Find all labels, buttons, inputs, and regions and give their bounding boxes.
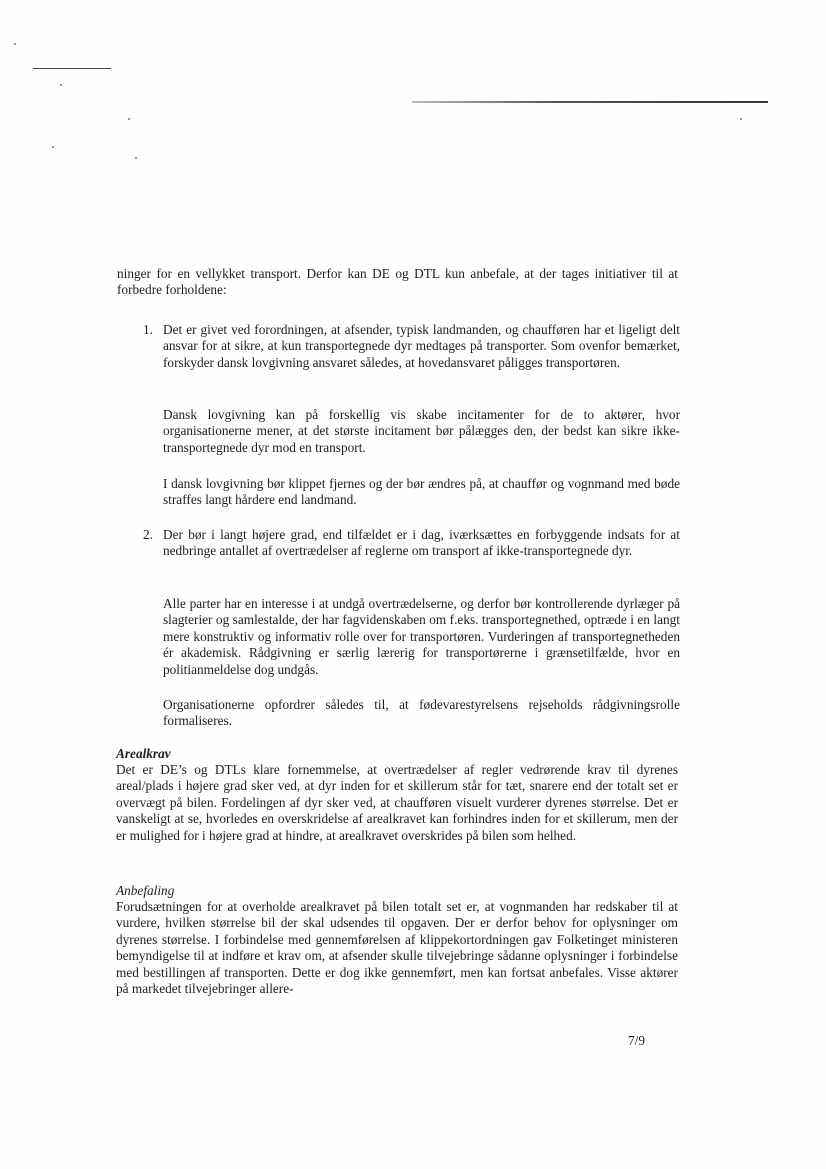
scan-artifact-dot bbox=[128, 118, 130, 120]
intro-paragraph: ninger for en vellykket transport. Derfor kan DE og DTL kun anbefale, at der tages initiativer til at forbedre forholdene: bbox=[117, 266, 678, 298]
scan-artifact-dot bbox=[135, 157, 137, 159]
list-item-paragraph: I dansk lovgivning bør klippet fjernes og der bør ændres på, at chauffør og vognmand med bøde straffes langt hårdere end landmand. bbox=[163, 476, 680, 508]
section-body-anbefaling: Forudsætningen for at overholde arealkravet på bilen totalt set er, at vognmanden har redskaber til at vurdere, hvilken størrelse bil der skal udsendes til opgaven. Der er derfor behov for oplysninger om dyrenes størrelse. I forbindelse med gennemførelsen af klippekortordningen gav Folketinget ministeren bemyndigelse til at indføre et krav om, at afsender skulle tilvejebringe sådanne oplysninger i forbindelse med bestillingen af transporten. Dette er dog ikke gennemført, men kan fortsat anbefales. Visse aktører på markedet tilvejebringer allere- bbox=[116, 899, 678, 997]
list-number: 1. bbox=[143, 322, 153, 337]
list-item-paragraph: Der bør i langt højere grad, end tilfældet er i dag, iværksættes en forbyggende indsats for at nedbringe antallet af overtrædelser af reglerne om transport af ikke-transportegnede dyr. bbox=[163, 527, 680, 559]
section-heading-anbefaling: Anbefaling bbox=[116, 883, 175, 898]
list-item-paragraph: Det er givet ved forordningen, at afsender, typisk landmanden, og chaufføren har et ligeligt delt ansvar for at sikre, at kun transportegnede dyr medtages på transporter. Som ovenfor bemærket, forskyder dansk lovgivning ansvaret således, at hovedansvaret påligges transportøren. bbox=[163, 322, 680, 370]
scan-artifact-dot bbox=[14, 43, 16, 45]
scan-artifact-dot bbox=[52, 146, 54, 148]
list-number: 2. bbox=[143, 527, 153, 542]
scan-artifact-dot bbox=[740, 118, 742, 120]
scan-artifact-dot bbox=[60, 84, 62, 86]
section-heading-arealkrav: Arealkrav bbox=[116, 746, 171, 761]
list-item-paragraph: Organisationerne opfordrer således til, at fødevarestyrelsens rejseholds rådgivningsrolle formaliseres. bbox=[163, 697, 680, 729]
section-body-arealkrav: Det er DE’s og DTLs klare fornemmelse, at overtrædelser af regler vedrørende krav til dyrenes areal/plads i højere grad sker ved, at dyr inden for et skillerum står for tæt, snarere end der totalt set er overvægt på bilen. Fordelingen af dyr sker ved, at chaufføren visuelt vurderer dyrenes størrelse. Det er vanskeligt at se, hvorledes en overskridelse af arealkravet kan forhindres inden for et skillerum, men der er mulighed for i højere grad at hindre, at arealkravet overskrides på bilen som helhed. bbox=[116, 762, 678, 843]
list-item-paragraph: Dansk lovgivning kan på forskellig vis skabe incitamenter for de to aktører, hvor organisationerne mener, at det største incitament bør pålægges den, der bedst kan sikre ikke-transportegnede dyr mod en transport. bbox=[163, 407, 680, 455]
list-item-paragraph: Alle parter har en interesse i at undgå overtrædelserne, og derfor bør kontrollerende dyrlæger på slagterier og samlestalde, der har fagvidenskaben om f.eks. transportegnethed, optræde i en langt mere konstruktiv og informativ rolle over for transportøren. Vurderingen af transportegnetheden ér akademisk. Rådgivning er særlig lærerig for transportørerne i grænsetilfælde, hvor en politianmeldelse dog undgås. bbox=[163, 596, 680, 677]
scan-artifact-line bbox=[412, 101, 768, 103]
page-number: 7/9 bbox=[628, 1033, 645, 1048]
scan-artifact-line bbox=[33, 68, 111, 69]
